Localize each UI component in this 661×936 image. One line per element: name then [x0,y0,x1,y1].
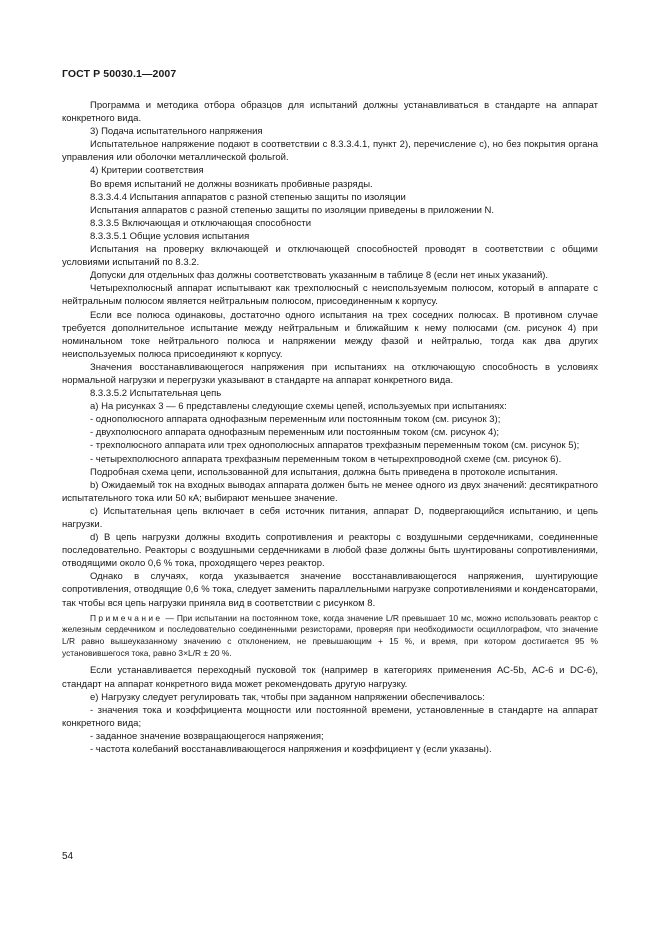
paragraph: - частота колебаний восстанавливающегося напряжения и коэффициент γ (если указаны). [90,744,492,756]
paragraph: - четырехполюсного аппарата трехфазным переменным током в четырехпроводной схеме (см. рисунок 6). [90,453,562,465]
paragraph: а) На рисунках 3 — 6 представлены следующие схемы цепей, используемых при испытаниях: [90,401,507,413]
page-number: 54 [62,851,74,862]
paragraph: Испытания на проверку включающей и отключающей способностей проводят в соответствии с общими условиями испытаний по 8.3.2. [62,244,598,269]
paragraph: 8.3.3.5.1 Общие условия испытания [90,230,250,242]
paragraph: - двухполюсного аппарата однофазным переменным или постоянным током (см. рисунок 4); [90,427,500,439]
paragraph: b) Ожидаемый ток на входных выводах аппарата должен быть не менее одного из двух значений: десятикратного испытательного тока или 50 кА; выбирают меньшее значение. [62,479,598,504]
paragraph: Испытания аппаратов с разной степенью защиты по изоляции приведены в приложении N. [90,204,495,216]
paragraph: Если все полюса одинаковы, достаточно одного испытания на трех соседних полюсах. В противном случае требуется дополнительное испытание между нейтральным и ближайшим к нему полюсами (см. рисунок 4) при номинальном токе нейтрального полюса и напряжении между фазой и нейтралью, тогда как два других неиспользуемых полюса присоединяют к корпусу. [62,309,598,360]
paragraph: - значения тока и коэффициента мощности или постоянной времени, установленные в стандарте на аппарат конкретного вида; [62,704,598,729]
paragraph: 8.3.3.5 Включающая и отключающая способности [90,217,312,229]
paragraph: 8.3.3.4.4 Испытания аппаратов с разной степенью защиты по изоляции [90,191,406,203]
paragraph: Программа и методика отбора образцов для испытаний должны устанавливаться в стандарте на аппарат конкретного вида. [62,100,598,125]
paragraph: Значения восстанавливающегося напряжения при испытаниях на отключающую способность в условиях нормальной нагрузки и перегрузки указывают в стандарте на аппарат конкретного вида. [62,361,598,386]
paragraph: Однако в случаях, когда указывается значение восстанавливающегося напряжения, шунтирующие сопротивления, отводящие 0,6 % тока, следует заменить параллельными нагрузке сопротивлениями и конденсаторами, так чтобы вся цепь нагрузки приняла вид в соответствии с рисунком 8. [62,571,598,609]
note-text: — При испытании на постоянном токе, когда значение L/R превышает 10 мс, можно использовать реактор с железным сердечником и последовательно соединенными резисторами, проверяя при необходимости осциллографом, что значение L/R равно вышеуказанному значению с отклонением, не превышающим + 15 %, и время, при котором достигается 95 % установившегося тока, равно 3×L/R ± 20 %. [62,612,598,658]
paragraph: d) В цепь нагрузки должны входить сопротивления и реакторы с воздушными сердечниками, соединенные последовательно. Реакторы с воздушными сердечниками в любой фазе должны быть шунтированы сопротивлениями, отводящими около 0,6 % тока, проходящего через реактор. [62,532,598,570]
paragraph: Испытательное напряжение подают в соответствии с 8.3.3.4.1, пункт 2), перечисление с), но без покрытия органа управления или оболочки металлической фольгой. [62,139,598,164]
paragraph: 3) Подача испытательного напряжения [90,126,263,138]
paragraph: Четырехполюсный аппарат испытывают как трехполюсный с неиспользуемым полюсом, который в аппарате с нейтральным полюсом является нейтральным полюсом, присоединенным к корпусу. [62,283,598,308]
page-body [62,99,598,756]
paragraph: е) Нагрузку следует регулировать так, чтобы при заданном напряжении обеспечивалось: [90,691,485,703]
paragraph: Если устанавливается переходный пусковой ток (например в категориях применения АС-5b, АС-6 и DC-6), стандарт на аппарат конкретного вида может рекомендовать другую нагрузку. [62,665,598,690]
paragraph: Допуски для отдельных фаз должны соответствовать указанным в таблице 8 (если нет иных указаний). [90,270,549,282]
note [62,613,598,660]
paragraph: 8.3.3.5.2 Испытательная цепь [90,388,222,400]
paragraph: Подробная схема цепи, использованной для испытания, должна быть приведена в протоколе испытания. [90,466,558,478]
note-label: Примечание [90,612,163,623]
paragraph: - заданное значение возвращающегося напряжения; [90,730,324,742]
paragraph: 4) Критерии соответствия [90,165,204,177]
document-header: ГОСТ Р 50030.1—2007 [62,68,177,80]
paragraph: - трехполюсного аппарата или трех однополюсных аппаратов трехфазным переменным током (см. рисунок 5); [90,440,580,452]
paragraph: Во время испытаний не должны возникать пробивные разряды. [90,178,373,190]
paragraph: - однополюсного аппарата однофазным переменным или постоянным током (см. рисунок 3); [90,414,501,426]
paragraph: с) Испытательная цепь включает в себя источник питания, аппарат D, подвергающийся испытанию, и цепь нагрузки. [62,505,598,530]
